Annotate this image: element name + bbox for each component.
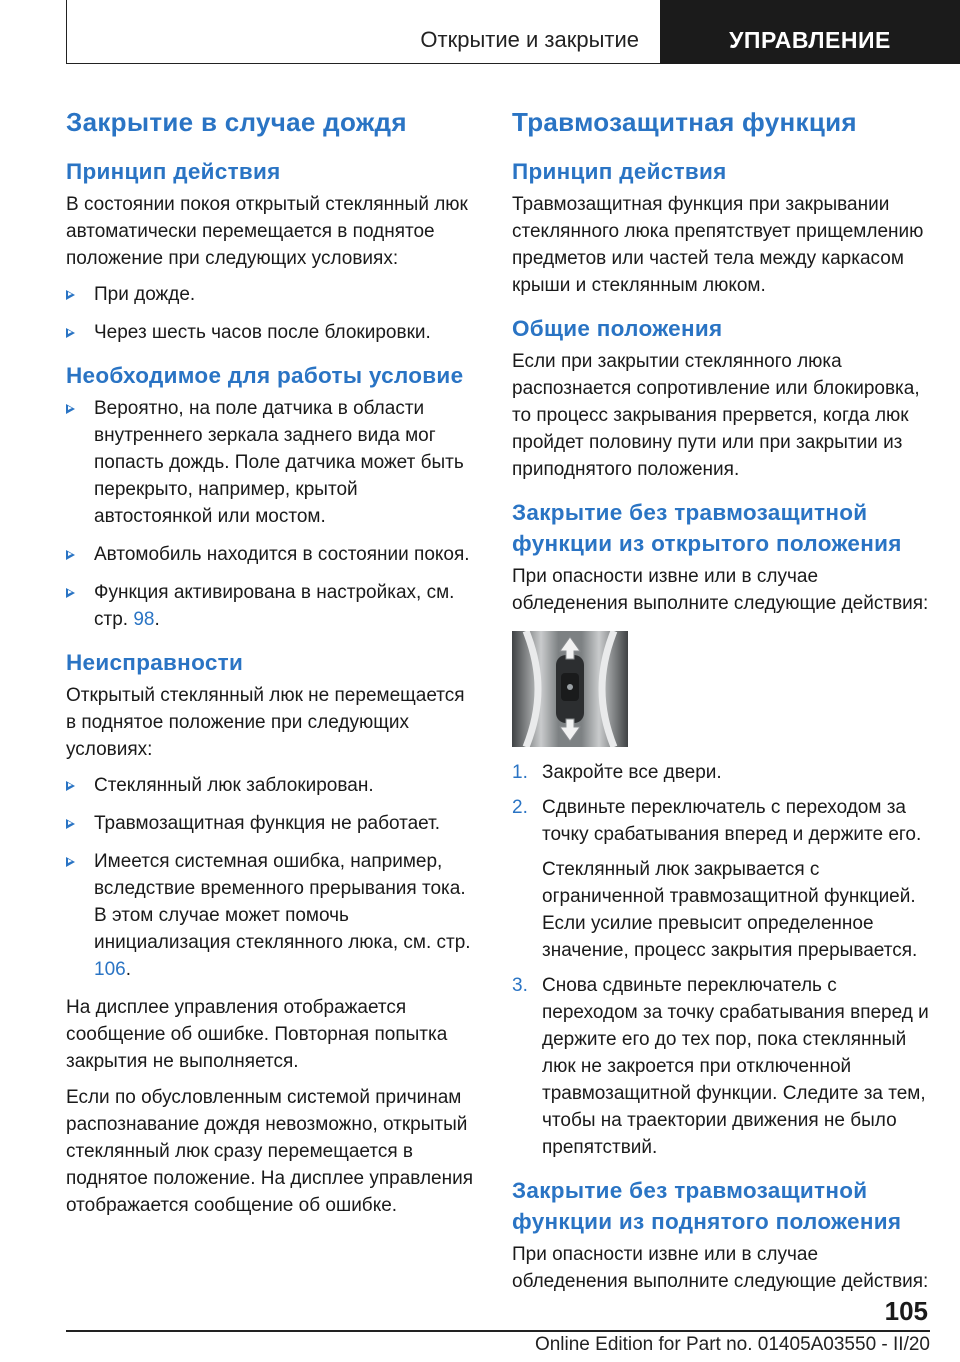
page-link[interactable]: 98 — [133, 609, 155, 630]
triangle-bullet-icon — [66, 290, 75, 300]
list-item: Вероятно, на поле датчика в области внутреннего зеркала заднего вида мог попасть дождь. Поле датчика может быть перекрыто, например, крытой автостоянкой или мостом. — [66, 395, 478, 530]
step-number: 2. — [512, 797, 528, 818]
right-principle-heading: Принцип действия — [512, 159, 727, 184]
open-closing-steps — [512, 759, 930, 1161]
roof-switch-illustration — [512, 631, 628, 747]
header-section-title: Открытие и закрытие — [420, 27, 639, 52]
step-number: 3. — [512, 975, 528, 996]
pinch-protection-title: Травмозащитная функция — [512, 107, 857, 137]
footer-divider — [66, 1330, 930, 1332]
right-column — [512, 100, 930, 1304]
faults-heading: Неисправности — [66, 650, 244, 675]
faults-list — [66, 772, 478, 983]
open-closing-text: При опасности извне или в случае обледенения выполните следующие действия: — [512, 566, 929, 614]
triangle-bullet-icon — [66, 328, 75, 338]
step-number: 1. — [512, 762, 528, 783]
faults-para-2: Если по обусловленным системой причинам распознавание дождя невозможно, открытый стеклянный люк сразу перемещается в поднятое положение. На дисплее управления отображается сообщение об ошибке. — [66, 1087, 473, 1216]
list-item: При дожде. — [66, 281, 478, 308]
list-item: 1. Закройте все двери. — [512, 759, 930, 786]
list-item: 2. Сдвиньте переключатель с переходом за точку срабатывания вперед и держите его. Стеклянный люк закрывается с ограниченной травмозащитной функцией. Если усилие превысит определенное значение, процесс закрытия прерывается. — [512, 794, 930, 964]
page-number: 105 — [884, 1296, 928, 1326]
faults-para-1: На дисплее управления отображается сообщение об ошибке. Повторная попытка закрытия не выполняется. — [66, 997, 448, 1072]
page-link[interactable]: 106 — [94, 959, 126, 980]
triangle-bullet-icon — [66, 781, 75, 791]
general-text: Если при закрытии стеклянного люка распознается сопротивление или блокировка, то процесс закрывания прервется, когда люк пройдет половину пути или при закрытии из приподнятого положения. — [512, 351, 920, 480]
left-principle-heading: Принцип действия — [66, 159, 281, 184]
list-item: Функция активирована в настройках, см. стр. 98. — [66, 579, 478, 633]
edition-note: Online Edition for Part no. 01405A03550 - II/20 — [534, 1334, 930, 1355]
general-heading: Общие положения — [512, 316, 723, 341]
triangle-bullet-icon — [66, 588, 75, 598]
list-item: 3. Снова сдвиньте переключатель с переходом за точку срабатывания вперед и держите его до тех пор, пока стеклянный люк не закроется при отключенной травмозащитной функции. Следите за тем, чтобы на траектории движения не было препятствий. — [512, 972, 930, 1161]
open-closing-heading: Закрытие без травмозащитной функции из открытого положения — [512, 500, 902, 556]
faults-text: Открытый стеклянный люк не перемещается в поднятое положение при следующих условиях: — [66, 685, 465, 760]
step-note: Стеклянный люк закрывается с ограниченной травмозащитной функцией. Если усилие превысит определенное значение, процесс закрытия прерывается. — [542, 859, 918, 961]
raised-closing-text: При опасности извне или в случае обледенения выполните следующие действия: — [512, 1244, 929, 1292]
header-chapter-tab: УПРАВЛЕНИЕ — [660, 0, 960, 64]
triangle-bullet-icon — [66, 404, 75, 414]
triangle-bullet-icon — [66, 857, 75, 867]
page-header — [66, 0, 960, 64]
left-principle-text: В состоянии покоя открытый стеклянный люк автоматически перемещается в поднятое положение при следующих условиях: — [66, 194, 468, 269]
triangle-bullet-icon — [66, 819, 75, 829]
left-column — [66, 100, 478, 1228]
list-item: Стеклянный люк заблокирован. — [66, 772, 478, 799]
list-item: Автомобиль находится в состоянии покоя. — [66, 541, 478, 568]
rain-conditions-list — [66, 281, 478, 346]
list-item: Имеется системная ошибка, например, вследствие временного прерывания тока. В этом случае может помочь инициализация стеклянного люка, см. стр. 106. — [66, 848, 478, 983]
raised-closing-heading: Закрытие без травмозащитной функции из поднятого положения — [512, 1178, 902, 1234]
rain-closing-title: Закрытие в случае дождя — [66, 107, 407, 137]
triangle-bullet-icon — [66, 550, 75, 560]
condition-heading: Необходимое для работы условие — [66, 363, 464, 388]
condition-list — [66, 395, 478, 633]
list-item: Травмозащитная функция не работает. — [66, 810, 478, 837]
list-item: Через шесть часов после блокировки. — [66, 319, 478, 346]
right-principle-text: Травмозащитная функция при закрывании стеклянного люка препятствует прищемлению предметов или частей тела между каркасом крыши и стеклянным люком. — [512, 194, 924, 296]
roof-switch-photo — [512, 631, 628, 747]
